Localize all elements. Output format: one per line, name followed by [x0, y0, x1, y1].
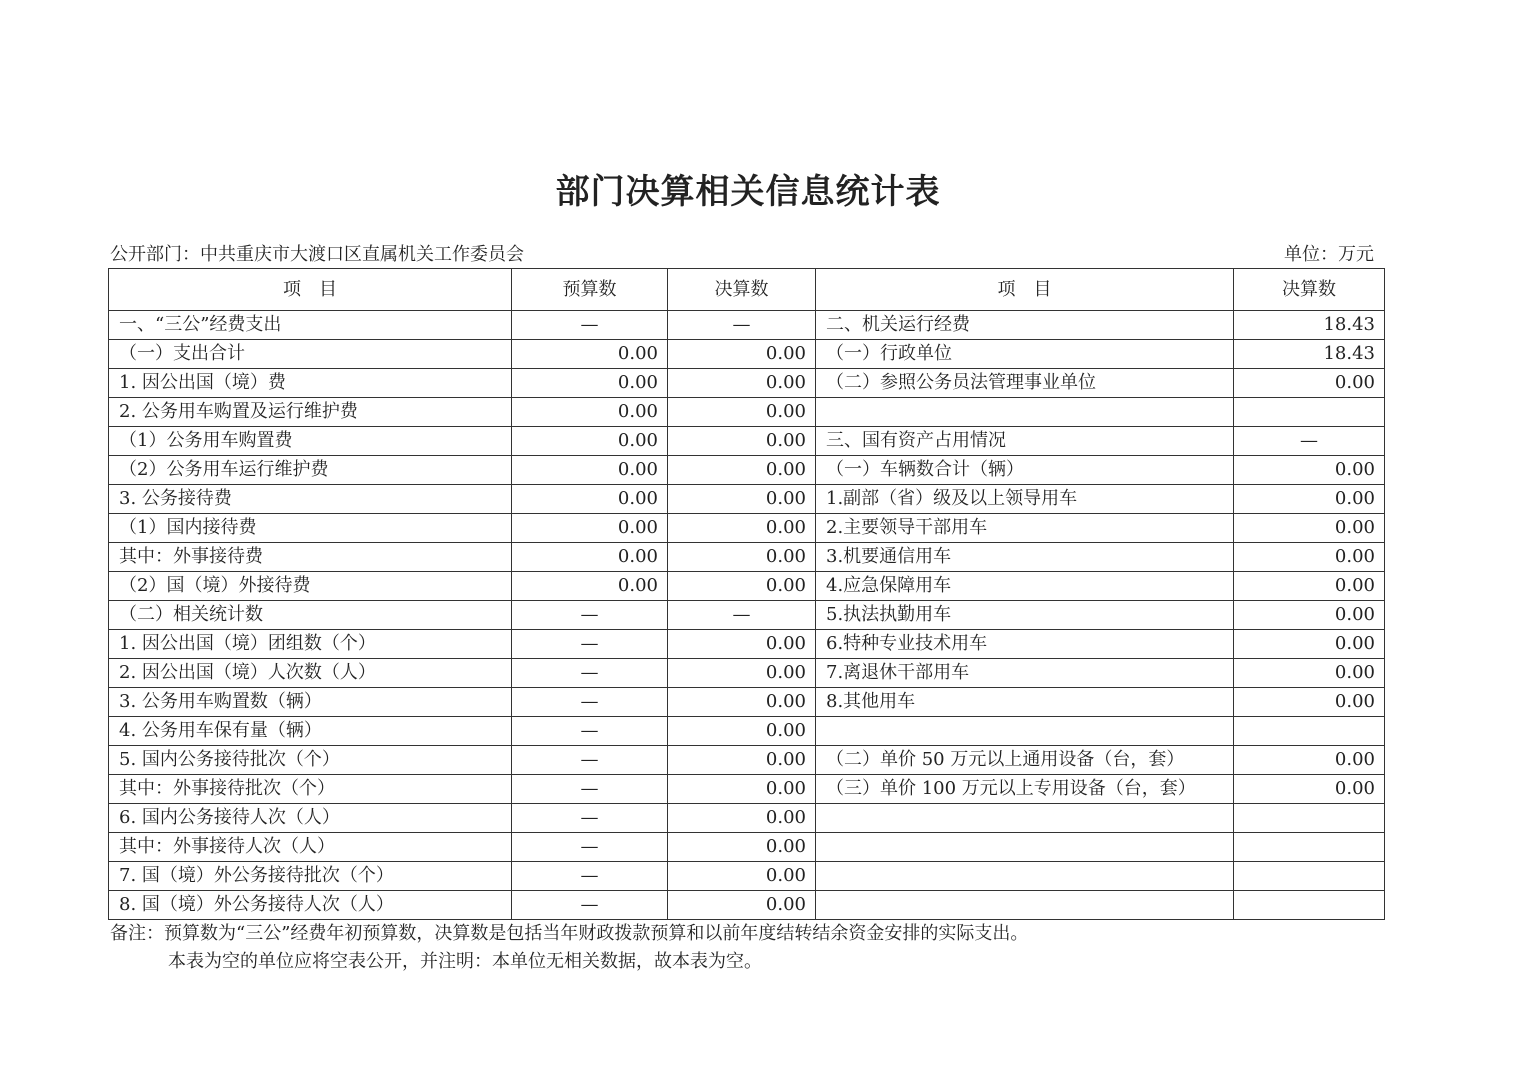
unit-label: 单位：万元	[1284, 244, 1374, 265]
right-item-cell: 2.主要领导干部用车	[816, 514, 1234, 543]
left-budget-cell: 0.00	[512, 514, 668, 543]
left-final-cell: 0.00	[668, 833, 816, 862]
left-item-cell: 1. 因公出国（境）费	[109, 369, 512, 398]
right-item-cell: 4.应急保障用车	[816, 572, 1234, 601]
left-budget-cell: 0.00	[512, 456, 668, 485]
table-row	[109, 311, 1385, 340]
table-row	[109, 514, 1385, 543]
right-item-cell	[816, 862, 1234, 891]
left-final-cell: —	[668, 601, 816, 630]
left-final-cell: 0.00	[668, 862, 816, 891]
right-item-cell: 8.其他用车	[816, 688, 1234, 717]
left-final-cell: 0.00	[668, 775, 816, 804]
header-right-item: 项 目	[816, 269, 1234, 311]
left-budget-cell: —	[512, 746, 668, 775]
left-item-cell: （2）国（境）外接待费	[109, 572, 512, 601]
right-item-cell	[816, 717, 1234, 746]
left-item-cell: （二）相关统计数	[109, 601, 512, 630]
table-header-row	[109, 269, 1385, 311]
left-item-cell: （一）支出合计	[109, 340, 512, 369]
right-final-cell: 0.00	[1234, 456, 1385, 485]
note-line-2: 本表为空的单位应将空表公开，并注明：本单位无相关数据，故本表为空。	[168, 951, 762, 972]
notes	[110, 920, 1028, 976]
left-item-cell: （2）公务用车运行维护费	[109, 456, 512, 485]
table-row	[109, 891, 1385, 920]
left-item-cell: 2. 因公出国（境）人次数（人）	[109, 659, 512, 688]
left-item-cell: （1）国内接待费	[109, 514, 512, 543]
right-final-cell	[1234, 717, 1385, 746]
table-row	[109, 543, 1385, 572]
left-final-cell: 0.00	[668, 369, 816, 398]
header-left-final: 决算数	[668, 269, 816, 311]
right-item-cell: （三）单价 100 万元以上专用设备（台，套）	[816, 775, 1234, 804]
left-final-cell: 0.00	[668, 659, 816, 688]
table-row	[109, 456, 1385, 485]
left-item-cell: 3. 公务用车购置数（辆）	[109, 688, 512, 717]
left-final-cell: 0.00	[668, 688, 816, 717]
left-final-cell: 0.00	[668, 804, 816, 833]
right-item-cell: （二）单价 50 万元以上通用设备（台，套）	[816, 746, 1234, 775]
right-final-cell: 0.00	[1234, 688, 1385, 717]
left-item-cell: （1）公务用车购置费	[109, 427, 512, 456]
right-final-cell	[1234, 833, 1385, 862]
right-final-cell	[1234, 804, 1385, 833]
left-final-cell: 0.00	[668, 891, 816, 920]
right-item-cell: 3.机要通信用车	[816, 543, 1234, 572]
table-row	[109, 601, 1385, 630]
table-row	[109, 804, 1385, 833]
table-row	[109, 862, 1385, 891]
left-item-cell: 6. 国内公务接待人次（人）	[109, 804, 512, 833]
table-row	[109, 427, 1385, 456]
right-final-cell: 0.00	[1234, 485, 1385, 514]
right-item-cell	[816, 398, 1234, 427]
right-item-cell: （一）车辆数合计（辆）	[816, 456, 1234, 485]
left-final-cell: 0.00	[668, 456, 816, 485]
left-budget-cell: —	[512, 862, 668, 891]
table-body	[109, 269, 1385, 920]
left-final-cell: 0.00	[668, 630, 816, 659]
right-final-cell: 0.00	[1234, 601, 1385, 630]
table-row	[109, 340, 1385, 369]
table-row	[109, 688, 1385, 717]
left-budget-cell: —	[512, 804, 668, 833]
left-final-cell: 0.00	[668, 572, 816, 601]
left-item-cell: 8. 国（境）外公务接待人次（人）	[109, 891, 512, 920]
left-budget-cell: 0.00	[512, 369, 668, 398]
left-item-cell: 5. 国内公务接待批次（个）	[109, 746, 512, 775]
left-budget-cell: 0.00	[512, 427, 668, 456]
right-item-cell: （一）行政单位	[816, 340, 1234, 369]
left-budget-cell: —	[512, 775, 668, 804]
left-item-cell: 3. 公务接待费	[109, 485, 512, 514]
table-row	[109, 630, 1385, 659]
right-final-cell	[1234, 891, 1385, 920]
statistics-table	[108, 268, 1385, 920]
right-final-cell: 18.43	[1234, 340, 1385, 369]
header-left-budget: 预算数	[512, 269, 668, 311]
right-item-cell	[816, 804, 1234, 833]
right-final-cell: 0.00	[1234, 369, 1385, 398]
left-item-cell: 其中：外事接待费	[109, 543, 512, 572]
table-row	[109, 659, 1385, 688]
left-final-cell: 0.00	[668, 398, 816, 427]
right-item-cell	[816, 833, 1234, 862]
note-line-1: 备注：预算数为“三公”经费年初预算数，决算数是包括当年财政拨款预算和以前年度结转结余资金安排的实际支出。	[110, 923, 1029, 944]
right-item-cell: 7.离退休干部用车	[816, 659, 1234, 688]
left-item-cell: 7. 国（境）外公务接待批次（个）	[109, 862, 512, 891]
left-final-cell: 0.00	[668, 340, 816, 369]
right-final-cell: —	[1234, 427, 1385, 456]
right-item-cell: 三、国有资产占用情况	[816, 427, 1234, 456]
right-final-cell	[1234, 862, 1385, 891]
left-final-cell: 0.00	[668, 485, 816, 514]
table-row	[109, 398, 1385, 427]
left-final-cell: 0.00	[668, 717, 816, 746]
table-row	[109, 717, 1385, 746]
right-final-cell: 18.43	[1234, 311, 1385, 340]
left-budget-cell: —	[512, 717, 668, 746]
right-item-cell: 二、机关运行经费	[816, 311, 1234, 340]
right-final-cell: 0.00	[1234, 659, 1385, 688]
table-row	[109, 369, 1385, 398]
header-right-final: 决算数	[1234, 269, 1385, 311]
left-budget-cell: 0.00	[512, 485, 668, 514]
left-budget-cell: 0.00	[512, 398, 668, 427]
table-row	[109, 485, 1385, 514]
left-budget-cell: 0.00	[512, 572, 668, 601]
right-item-cell: 1.副部（省）级及以上领导用车	[816, 485, 1234, 514]
left-budget-cell: —	[512, 891, 668, 920]
left-budget-cell: —	[512, 601, 668, 630]
left-final-cell: 0.00	[668, 427, 816, 456]
left-item-cell: 2. 公务用车购置及运行维护费	[109, 398, 512, 427]
right-final-cell: 0.00	[1234, 630, 1385, 659]
left-final-cell: 0.00	[668, 746, 816, 775]
table-row	[109, 775, 1385, 804]
right-final-cell: 0.00	[1234, 543, 1385, 572]
right-final-cell: 0.00	[1234, 514, 1385, 543]
left-item-cell: 一、“三公”经费支出	[109, 311, 512, 340]
left-budget-cell: —	[512, 688, 668, 717]
left-budget-cell: —	[512, 630, 668, 659]
right-final-cell: 0.00	[1234, 775, 1385, 804]
left-budget-cell: —	[512, 833, 668, 862]
left-final-cell: —	[668, 311, 816, 340]
left-item-cell: 1. 因公出国（境）团组数（个）	[109, 630, 512, 659]
left-budget-cell: 0.00	[512, 340, 668, 369]
department-label: 公开部门：中共重庆市大渡口区直属机关工作委员会	[110, 244, 524, 265]
right-final-cell: 0.00	[1234, 746, 1385, 775]
right-item-cell: 5.执法执勤用车	[816, 601, 1234, 630]
right-item-cell: 6.特种专业技术用车	[816, 630, 1234, 659]
right-final-cell	[1234, 398, 1385, 427]
right-item-cell: （二）参照公务员法管理事业单位	[816, 369, 1234, 398]
left-budget-cell: —	[512, 311, 668, 340]
table-row	[109, 833, 1385, 862]
left-budget-cell: —	[512, 659, 668, 688]
right-item-cell	[816, 891, 1234, 920]
header-left-item: 项 目	[109, 269, 512, 311]
left-budget-cell: 0.00	[512, 543, 668, 572]
page-title: 部门决算相关信息统计表	[555, 172, 941, 212]
table-row	[109, 572, 1385, 601]
left-final-cell: 0.00	[668, 514, 816, 543]
left-final-cell: 0.00	[668, 543, 816, 572]
left-item-cell: 其中：外事接待批次（个）	[109, 775, 512, 804]
table-row	[109, 746, 1385, 775]
left-item-cell: 其中：外事接待人次（人）	[109, 833, 512, 862]
right-final-cell: 0.00	[1234, 572, 1385, 601]
left-item-cell: 4. 公务用车保有量（辆）	[109, 717, 512, 746]
